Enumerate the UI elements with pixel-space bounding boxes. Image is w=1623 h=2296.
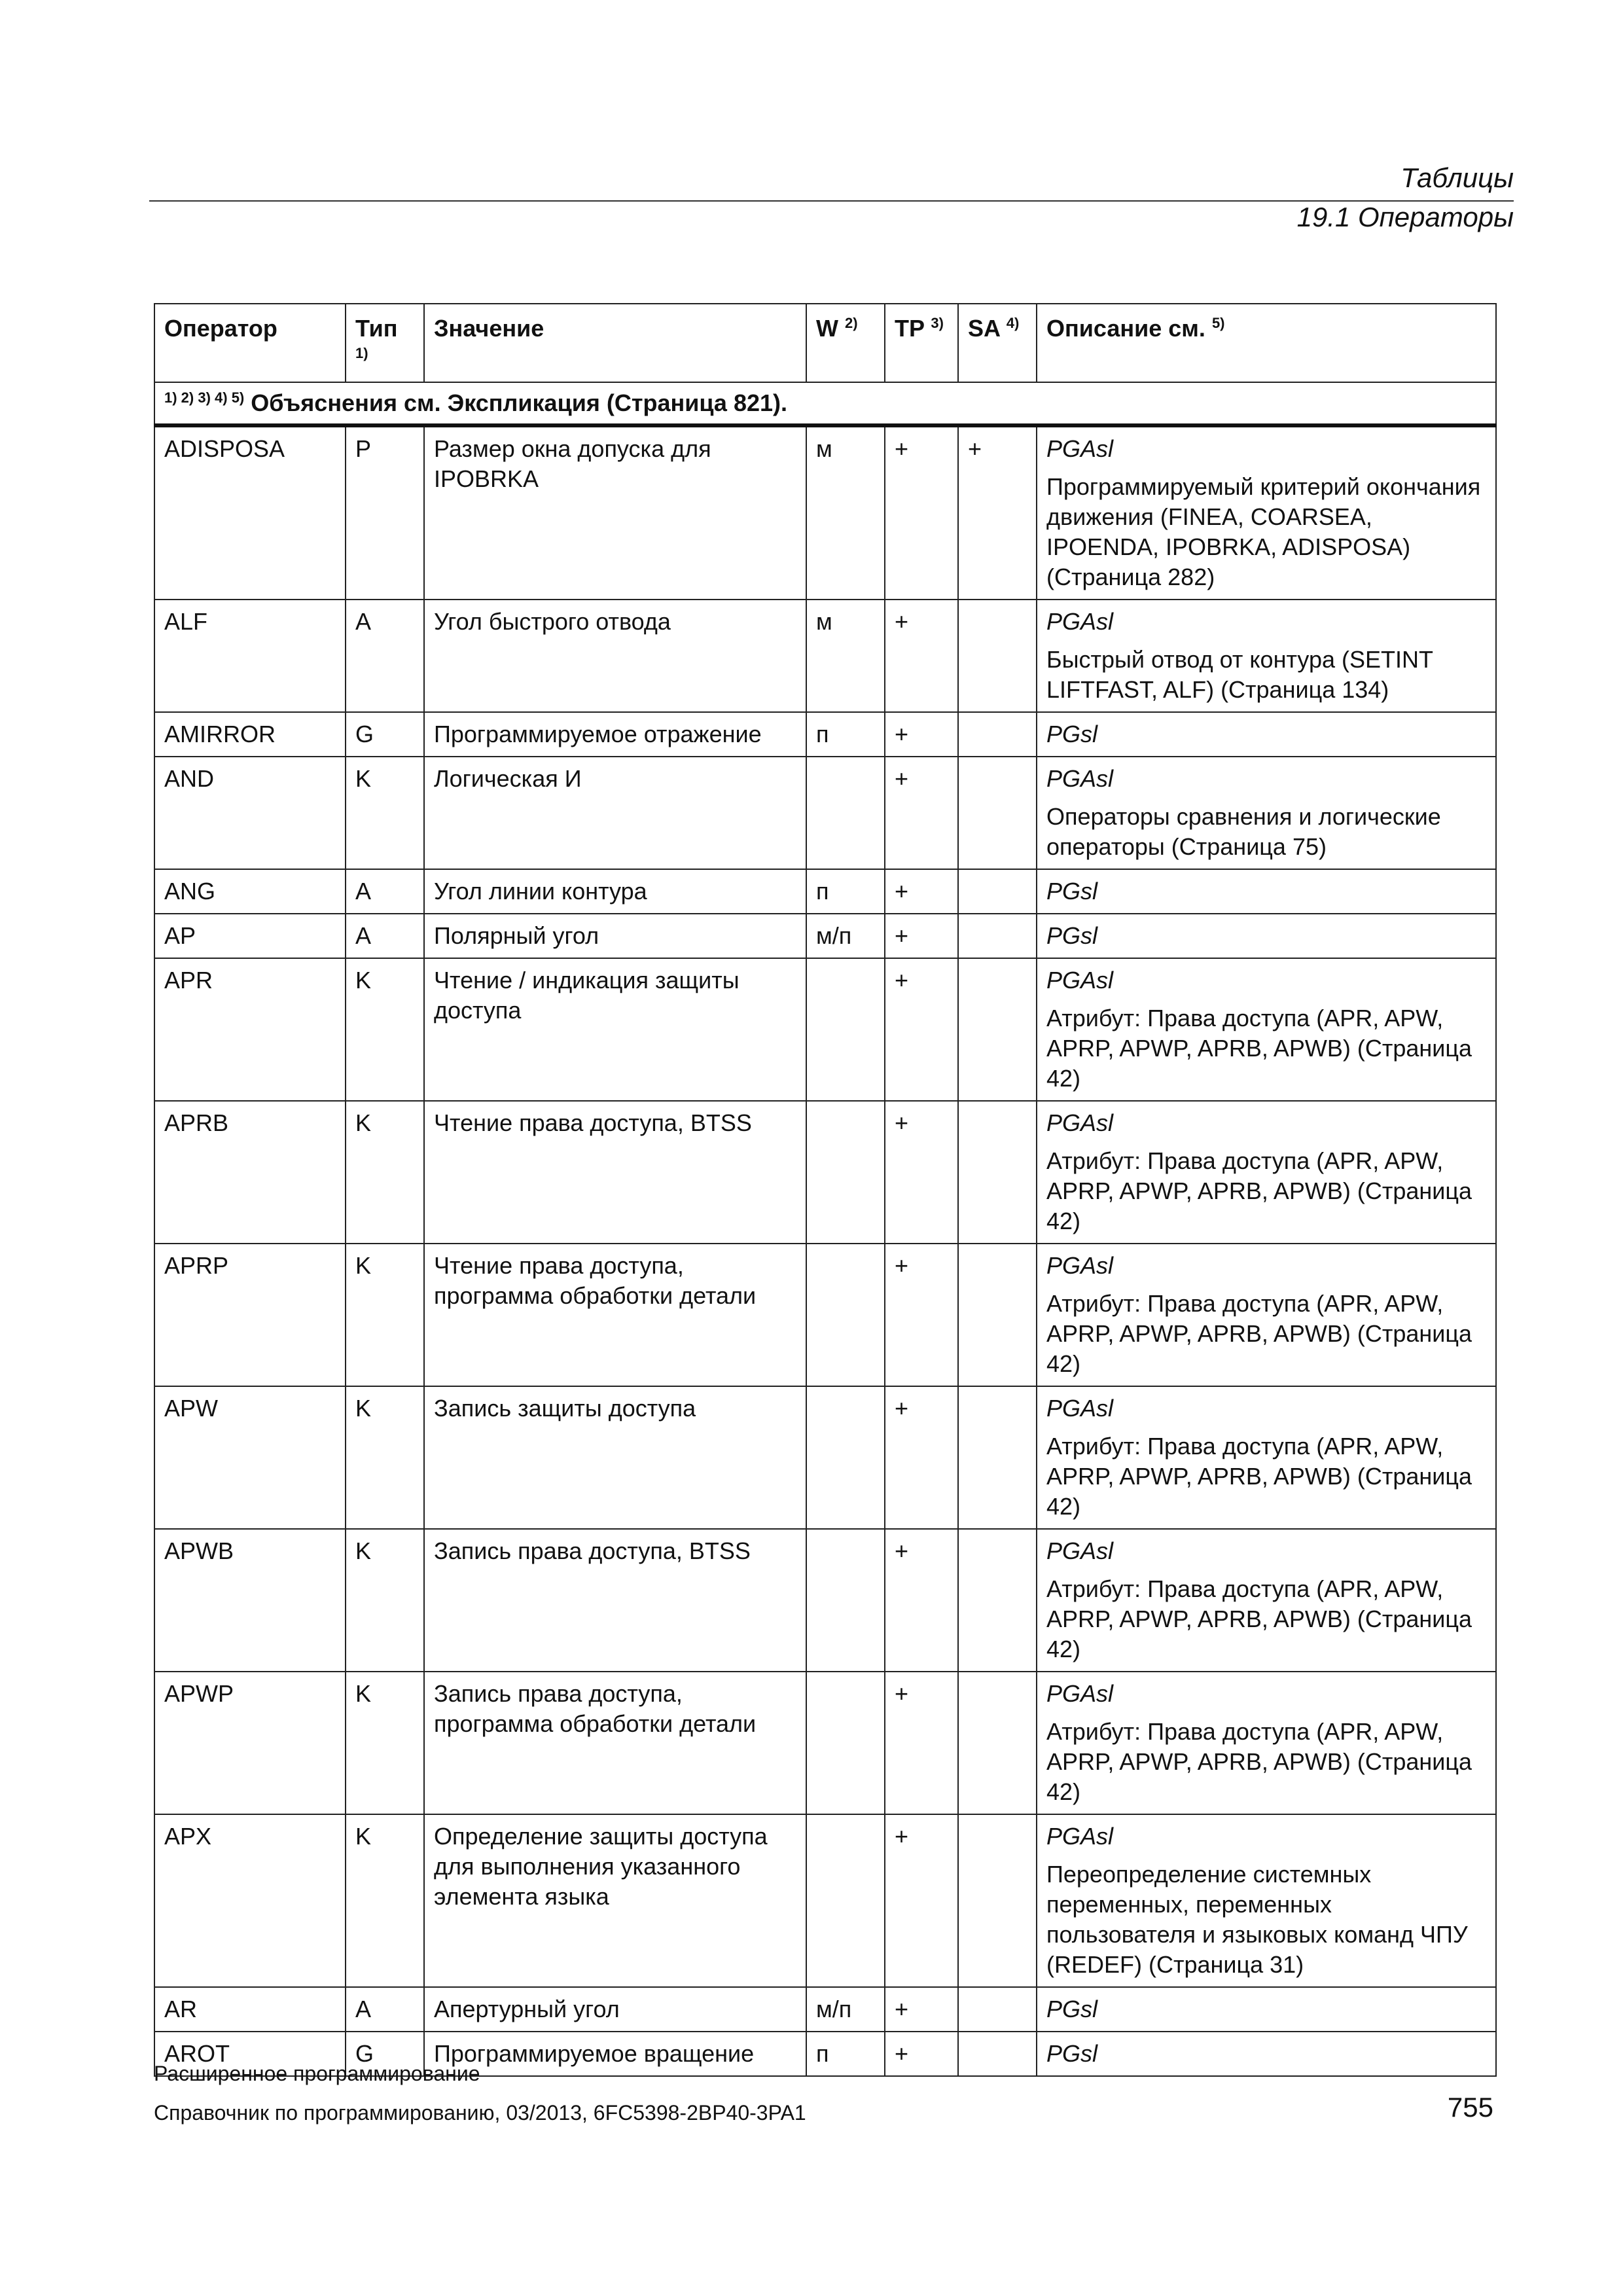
description-link[interactable]: Операторы сравнения и логические операторы (Страница 75): [1046, 803, 1441, 860]
cell-w: [806, 757, 885, 869]
cell-type: P: [346, 425, 424, 600]
cell-meaning: Определение защиты доступа для выполнения указанного элемента языка: [424, 1814, 806, 1987]
cell-meaning: Чтение права доступа, программа обработки детали: [424, 1244, 806, 1386]
cell-operator: ALF: [154, 600, 346, 712]
cell-tp: +: [885, 1386, 958, 1529]
cell-tp: +: [885, 1244, 958, 1386]
cell-tp: +: [885, 869, 958, 914]
cell-type: G: [346, 2032, 424, 2076]
manual-reference: PGsl: [1046, 1996, 1098, 2022]
cell-operator: APRB: [154, 1101, 346, 1244]
cell-type: A: [346, 1987, 424, 2032]
cell-sa: [958, 1529, 1037, 1672]
cell-description: [1037, 2032, 1496, 2076]
cell-w: [806, 1814, 885, 1987]
cell-sa: [958, 1244, 1037, 1386]
cell-sa: [958, 2032, 1037, 2076]
col-header-sa: SA $^{4)}$: [958, 304, 1037, 382]
cell-meaning: Логическая И: [424, 757, 806, 869]
cell-w: [806, 1529, 885, 1672]
cell-sa: [958, 1672, 1037, 1814]
cell-w: п: [806, 869, 885, 914]
col-header-w: W $^{2)}$: [806, 304, 885, 382]
cell-description: [1037, 1987, 1496, 2032]
table-row: [154, 914, 1496, 958]
table-row: [154, 1529, 1496, 1672]
cell-operator: AMIRROR: [154, 712, 346, 757]
cell-sa: [958, 1386, 1037, 1529]
cell-sa: [958, 600, 1037, 712]
footer-title: Расширенное программирование: [154, 2062, 480, 2085]
cell-description: [1037, 1672, 1496, 1814]
chapter-title: Таблицы: [1400, 162, 1514, 193]
table-row: [154, 958, 1496, 1101]
cell-description: [1037, 712, 1496, 757]
cell-w: м: [806, 600, 885, 712]
manual-reference: PGAsl: [1046, 1395, 1114, 1422]
cell-tp: +: [885, 914, 958, 958]
cell-tp: +: [885, 1529, 958, 1672]
description-link[interactable]: Атрибут: Права доступа (APR, APW, APRP, APWP, APRB, APWB) (Страница 42): [1046, 1290, 1472, 1377]
cell-description: [1037, 600, 1496, 712]
cell-type: A: [346, 600, 424, 712]
table-row: [154, 1814, 1496, 1987]
cell-tp: +: [885, 2032, 958, 2076]
cell-w: [806, 1244, 885, 1386]
table-row: [154, 1386, 1496, 1529]
manual-reference: PGAsl: [1046, 765, 1114, 792]
table-row: [154, 425, 1496, 600]
col-header-description: Описание см. $^{5)}$: [1037, 304, 1496, 382]
cell-description: [1037, 1814, 1496, 1987]
table-row: [154, 600, 1496, 712]
table-row: [154, 869, 1496, 914]
manual-reference: PGAsl: [1046, 608, 1114, 635]
cell-type: K: [346, 1672, 424, 1814]
cell-type: K: [346, 1386, 424, 1529]
cell-w: [806, 1101, 885, 1244]
cell-meaning: Запись права доступа, BTSS: [424, 1529, 806, 1672]
footer-reference: Справочник по программированию, 03/2013, 6FC5398-2BP40-3PA1: [154, 2101, 806, 2125]
cell-type: K: [346, 958, 424, 1101]
cell-operator: APR: [154, 958, 346, 1101]
cell-tp: +: [885, 958, 958, 1101]
cell-description: [1037, 1244, 1496, 1386]
manual-reference: PGAsl: [1046, 967, 1114, 994]
cell-w: [806, 1672, 885, 1814]
cell-meaning: Запись права доступа, программа обработки детали: [424, 1672, 806, 1814]
cell-description: [1037, 757, 1496, 869]
page-number: 755: [1447, 2092, 1493, 2123]
cell-w: м: [806, 425, 885, 600]
table-row: [154, 1101, 1496, 1244]
description-link[interactable]: Атрибут: Права доступа (APR, APW, APRP, APWP, APRB, APWB) (Страница 42): [1046, 1575, 1472, 1662]
cell-sa: [958, 1987, 1037, 2032]
cell-sa: [958, 958, 1037, 1101]
cell-tp: +: [885, 757, 958, 869]
cell-w: м/п: [806, 1987, 885, 2032]
table-row: [154, 1244, 1496, 1386]
cell-operator: AND: [154, 757, 346, 869]
description-link[interactable]: Переопределение системных переменных, переменных пользователя и языковых команд ЧПУ (REDEF) (Страница 31): [1046, 1861, 1468, 1978]
col-header-meaning: Значение: [424, 304, 806, 382]
cell-tp: +: [885, 1672, 958, 1814]
cell-operator: AR: [154, 1987, 346, 2032]
cell-meaning: Апертурный угол: [424, 1987, 806, 2032]
cell-sa: +: [958, 425, 1037, 600]
cell-w: [806, 1386, 885, 1529]
manual-reference: PGAsl: [1046, 1109, 1114, 1136]
cell-type: A: [346, 869, 424, 914]
cell-description: [1037, 1386, 1496, 1529]
header-rule: [149, 200, 1514, 202]
cell-description: [1037, 869, 1496, 914]
manual-reference: PGsl: [1046, 2040, 1098, 2067]
cell-description: [1037, 958, 1496, 1101]
manual-reference: PGAsl: [1046, 1823, 1114, 1850]
cell-type: K: [346, 1244, 424, 1386]
manual-reference: PGAsl: [1046, 1680, 1114, 1707]
cell-operator: APWP: [154, 1672, 346, 1814]
cell-meaning: Размер окна допуска для IPOBRKA: [424, 425, 806, 600]
cell-type: K: [346, 1101, 424, 1244]
cell-tp: +: [885, 1814, 958, 1987]
operators-table: [154, 303, 1497, 2077]
cell-type: K: [346, 757, 424, 869]
cell-operator: AROT: [154, 2032, 346, 2076]
cell-type: A: [346, 914, 424, 958]
cell-tp: +: [885, 1987, 958, 2032]
cell-sa: [958, 914, 1037, 958]
cell-sa: [958, 1101, 1037, 1244]
cell-w: м/п: [806, 914, 885, 958]
cell-type: G: [346, 712, 424, 757]
cell-meaning: Полярный угол: [424, 914, 806, 958]
running-header: [1297, 158, 1514, 237]
cell-tp: +: [885, 1101, 958, 1244]
cell-meaning: Угол линии контура: [424, 869, 806, 914]
cell-meaning: Чтение / индикация защиты доступа: [424, 958, 806, 1101]
table-note-row: [154, 382, 1496, 425]
table-row: [154, 1672, 1496, 1814]
cell-meaning: Программируемое вращение: [424, 2032, 806, 2076]
table-header-row: [154, 304, 1496, 382]
cell-operator: APW: [154, 1386, 346, 1529]
cell-tp: +: [885, 425, 958, 600]
cell-sa: [958, 1814, 1037, 1987]
cell-meaning: Чтение права доступа, BTSS: [424, 1101, 806, 1244]
table-row: [154, 757, 1496, 869]
cell-operator: ADISPOSA: [154, 425, 346, 600]
cell-description: [1037, 914, 1496, 958]
manual-reference: PGsl: [1046, 922, 1098, 949]
cell-w: п: [806, 2032, 885, 2076]
cell-operator: APWB: [154, 1529, 346, 1672]
col-header-operator: Оператор: [154, 304, 346, 382]
description-link[interactable]: Атрибут: Права доступа (APR, APW, APRP, APWP, APRB, APWB) (Страница 42): [1046, 1147, 1472, 1234]
manual-reference: PGAsl: [1046, 435, 1114, 462]
cell-sa: [958, 757, 1037, 869]
manual-reference: PGsl: [1046, 878, 1098, 905]
cell-w: [806, 958, 885, 1101]
cell-type: K: [346, 1529, 424, 1672]
description-link[interactable]: Программируемый критерий окончания движения (FINEA, COARSEA, IPOENDA, IPOBRKA, ADISPOSA) (Страница 282): [1046, 473, 1481, 590]
cell-description: [1037, 1529, 1496, 1672]
manual-reference: PGsl: [1046, 721, 1098, 747]
cell-tp: +: [885, 600, 958, 712]
cell-sa: [958, 712, 1037, 757]
table-row: [154, 712, 1496, 757]
description-link[interactable]: Атрибут: Права доступа (APR, APW, APRP, APWP, APRB, APWB) (Страница 42): [1046, 1718, 1472, 1805]
table-row: [154, 1987, 1496, 2032]
cell-operator: ANG: [154, 869, 346, 914]
cell-operator: AP: [154, 914, 346, 958]
cell-description: [1037, 1101, 1496, 1244]
section-title: 19.1 Операторы: [1296, 202, 1514, 232]
table-note: $^{1) 2) 3) 4) 5)}$ Объяснения см. Экспликация (Страница 821).: [154, 382, 1496, 425]
manual-reference: PGAsl: [1046, 1252, 1114, 1279]
col-header-type: Тип $^{1)}$: [346, 304, 424, 382]
description-link[interactable]: Атрибут: Права доступа (APR, APW, APRP, APWP, APRB, APWB) (Страница 42): [1046, 1005, 1472, 1092]
cell-tp: +: [885, 712, 958, 757]
cell-meaning: Запись защиты доступа: [424, 1386, 806, 1529]
cell-w: п: [806, 712, 885, 757]
cell-sa: [958, 869, 1037, 914]
col-header-tp: TP $^{3)}$: [885, 304, 958, 382]
cell-meaning: Программируемое отражение: [424, 712, 806, 757]
cell-meaning: Угол быстрого отвода: [424, 600, 806, 712]
cell-operator: APRP: [154, 1244, 346, 1386]
description-link[interactable]: Атрибут: Права доступа (APR, APW, APRP, APWP, APRB, APWB) (Страница 42): [1046, 1433, 1472, 1520]
cell-description: [1037, 425, 1496, 600]
cell-type: K: [346, 1814, 424, 1987]
cell-operator: APX: [154, 1814, 346, 1987]
manual-reference: PGAsl: [1046, 1537, 1114, 1564]
description-link[interactable]: Быстрый отвод от контура (SETINT LIFTFAST, ALF) (Страница 134): [1046, 646, 1433, 703]
